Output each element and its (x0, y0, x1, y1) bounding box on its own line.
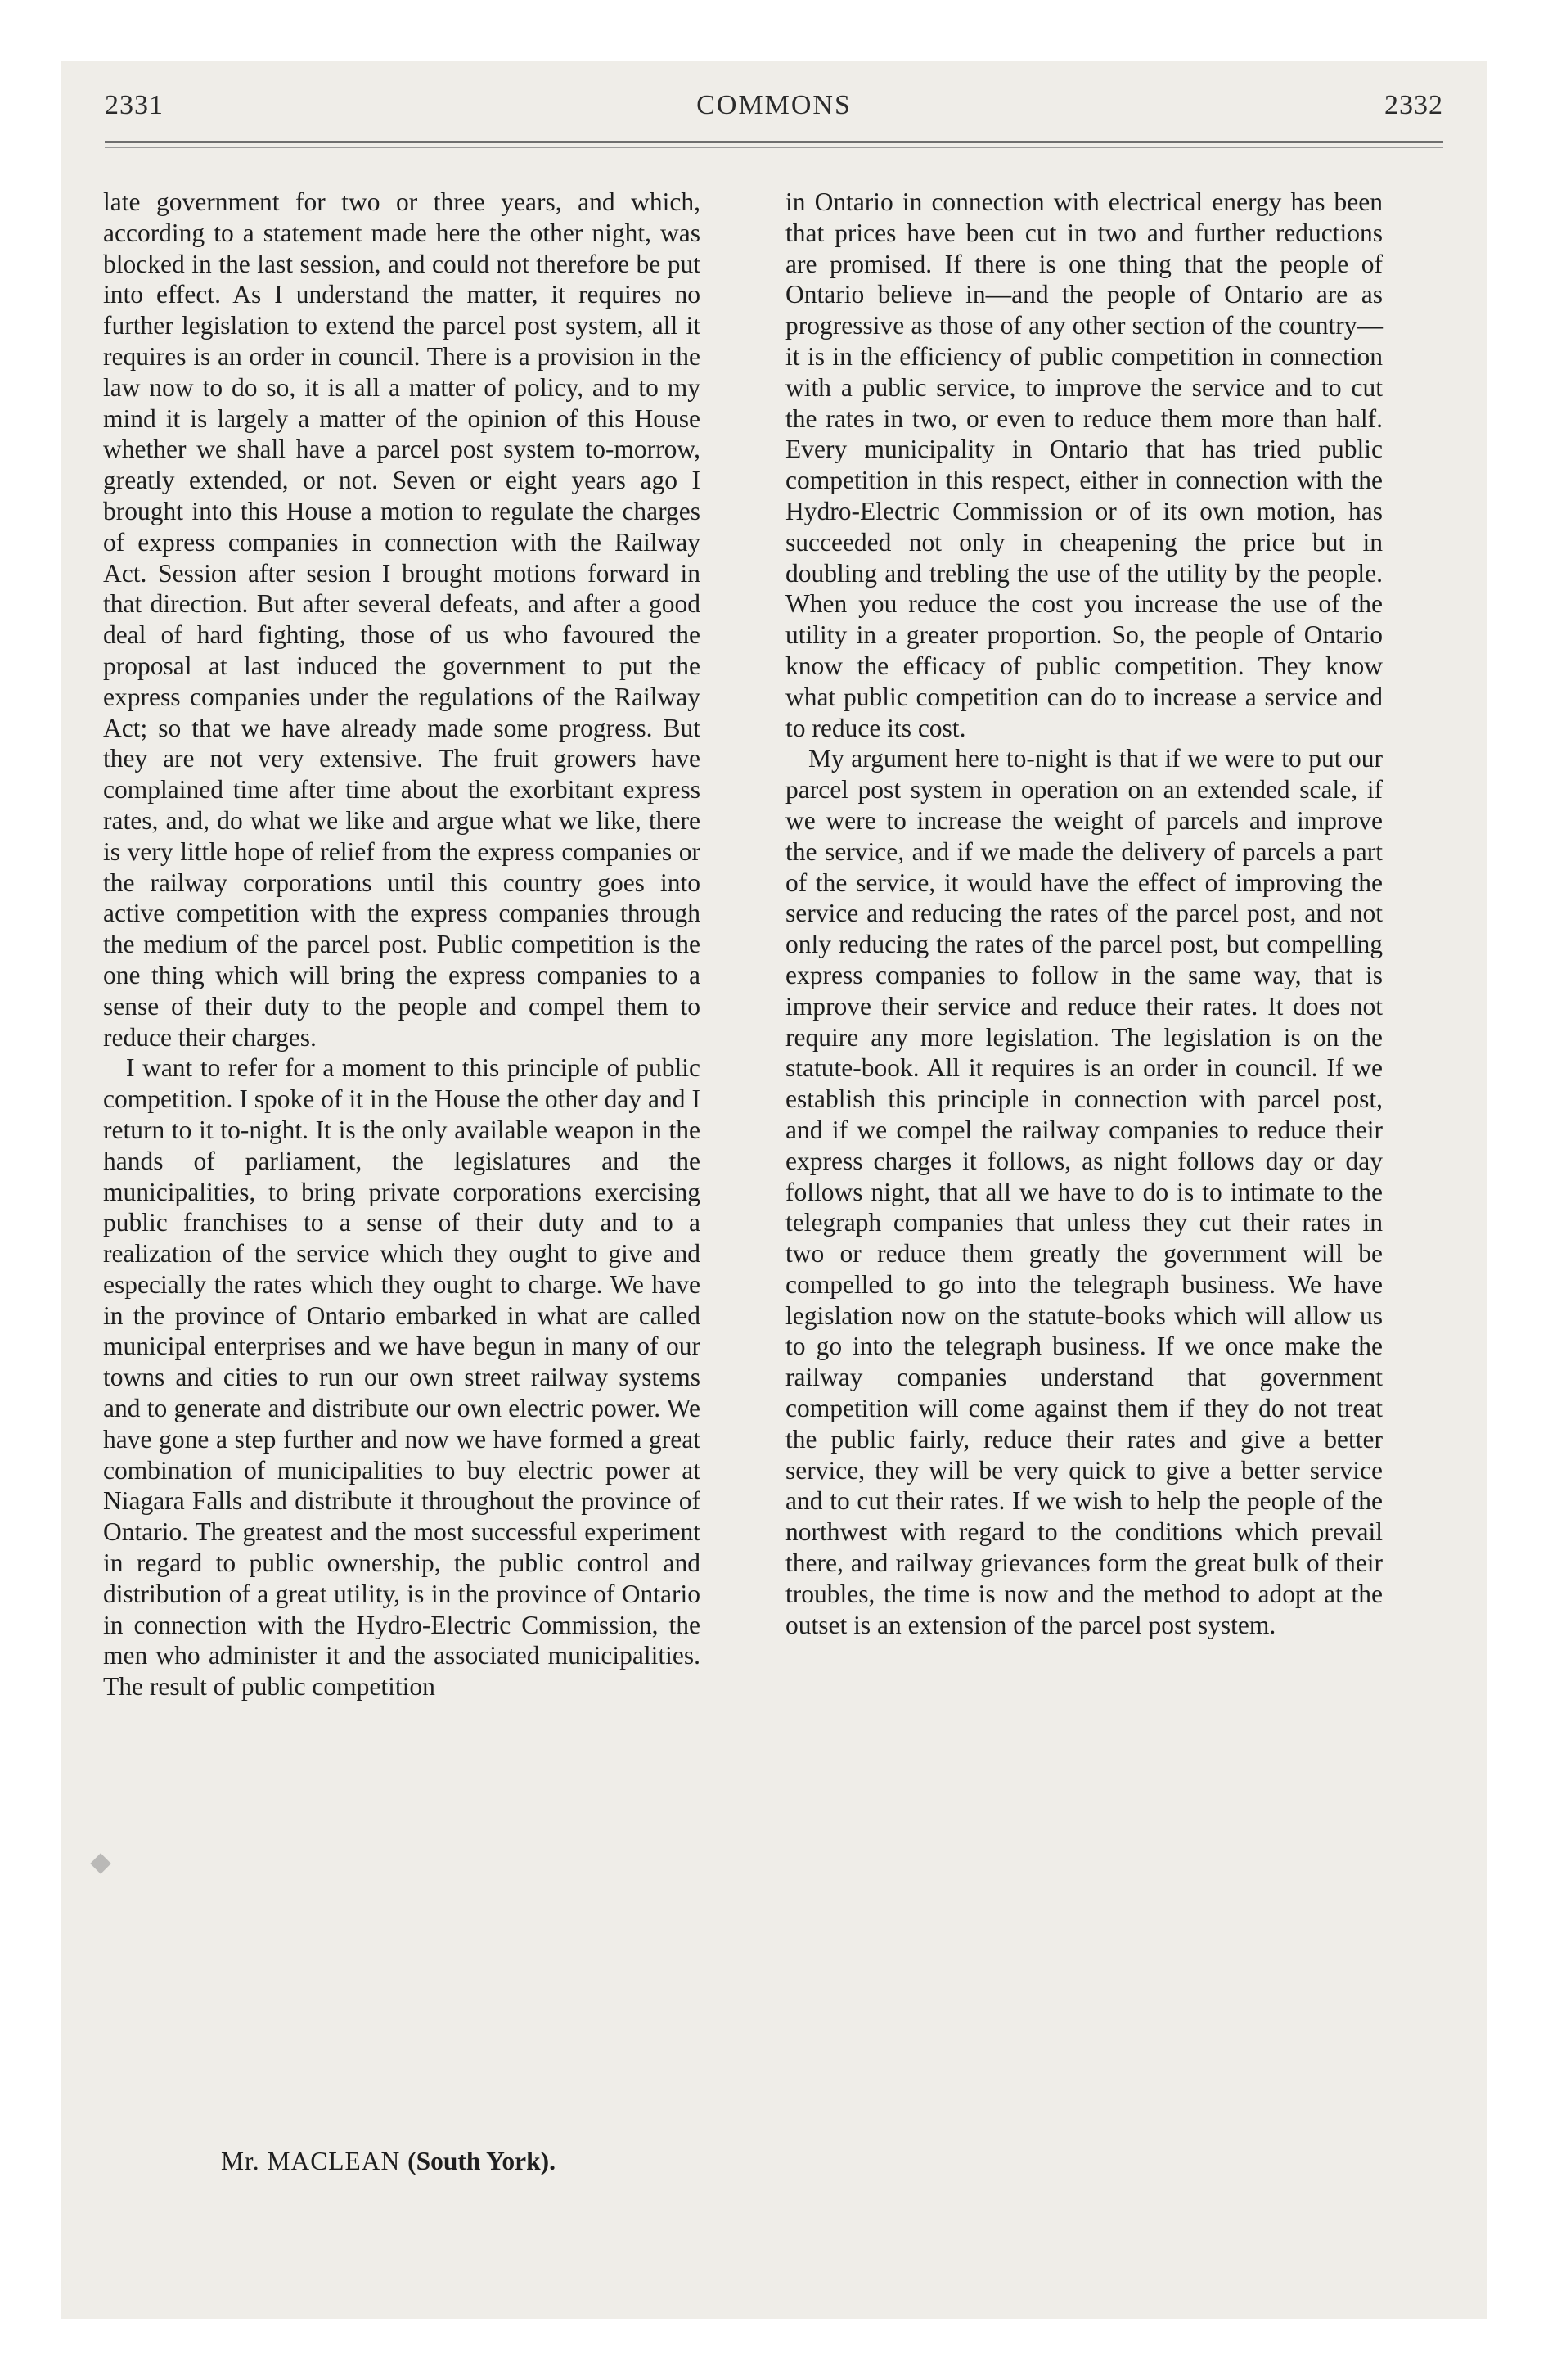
left-paragraph-2: I want to refer for a moment to this principle of public competition. I spoke of it in the House the other day and I return to it to-night. It is the only available weapon in the hands of parliament, the legislatures and the municipalities, to bring private corporations exercising public franchises to a sense of their duty and to a realization of the service which they ought to give and especially the rates which they ought to charge. We have in the province of Ontario embarked in what are called municipal enterprises and we have begun in many of our towns and cities to run our own street railway systems and to generate and distribute our own electric power. We have gone a step further and now we have formed a great combination of municipalities to buy electric power at Niagara Falls and distribute it throughout the province of Ontario. The greatest and the most successful experiment in regard to public ownership, the public control and distribution of a great utility, is in the province of Ontario in connection with the Hydro-Electric Commission, the men who administer it and the associated municipalities. The result of public competition (103, 1053, 700, 1702)
page-header (105, 82, 1443, 131)
page-number-left: 2331 (105, 90, 164, 120)
header-rule-thin (105, 147, 1443, 148)
page-number-right: 2332 (1384, 90, 1443, 120)
right-paragraph-1: in Ontario in connection with electrical energy has been that prices have been cut in two and further reductions are promised. If there is one thing that the people of Ontario believe in—and the people of Ontario are as progressive as those of any other section of the country—it is in the efficiency of public competition in connection with a public service, to improve the service and to cut the rates in two, or even to reduce them more than half. Every municipality in Ontario that has tried public competition in this respect, either in connection with the Hydro-Electric Commission or of its own motion, has succeeded not only in cheapening the price but in doubling and trebling the use of the utility by the people. When you reduce the cost you increase the use of the utility in a greater proportion. So, the people of Ontario know the efficacy of public competition. They know what public competition can do to increase a service and to reduce its cost. (785, 187, 1383, 742)
speaker-name: Mr. MACLEAN (221, 2147, 401, 2175)
speaker-constituency: (South York). (407, 2147, 556, 2175)
header-rule (105, 141, 1443, 143)
right-column (785, 187, 1383, 1640)
left-column (103, 187, 700, 1702)
speaker-line (221, 2147, 556, 2176)
left-paragraph-1: late government for two or three years, and which, according to a statement made here the other night, was blocked in the last session, and could not therefore be put into effect. As I understand the matter, it requires no further legislation to extend the parcel post system, all it requires is an order in council. There is a provision in the law now to do so, it is all a matter of policy, and to my mind it is largely a matter of the opinion of this House whether we shall have a parcel post system to-morrow, greatly extended, or not. Seven or eight years ago I brought into this House a motion to regulate the charges of express companies in connection with the Railway Act. Session after sesion I brought motions forward in that direction. But after several defeats, and after a good deal of hard fighting, those of us who favoured the proposal at last induced the government to put the express companies under the regulations of the Railway Act; so that we have already made some progress. But they are not very extensive. The fruit growers have complained time after time about the exorbitant express rates, and, do what we like and argue what we like, there is very little hope of relief from the express companies or the railway corporations until this country goes into active competition with the express companies through the medium of the parcel post. Public competition is the one thing which will bring the express companies to a sense of their duty to the people and compel them to reduce their charges. (103, 187, 700, 1052)
right-paragraph-2: My argument here to-night is that if we were to put our parcel post system in operation on an extended scale, if we were to increase the weight of parcels and improve the service, and if we made the delivery of parcels a part of the service, it would have the effect of improving the service and reducing the rates of the parcel post, and not only reducing the rates of the parcel post, but compelling express companies to follow in the same way, that is improve their service and reduce their rates. It does not require any more legislation. The legislation is on the statute-book. All it requires is an order in council. If we establish this principle in connection with parcel post, and if we compel the railway companies to reduce their express charges it follows, as night follows day or day follows night, that all we have to do is to intimate to the telegraph companies that unless they cut their rates in two or reduce them greatly the government will be compelled to go into the telegraph business. We have legislation now on the statute-books which will allow us to go into the telegraph business. If we once make the railway companies understand that government competition will come against them if they do not treat the public fairly, reduce their rates and give a better service, they will be very quick to give a better service and to cut their rates. If we wish to help the people of the northwest with regard to the conditions which prevail there, and railway grievances form the great bulk of their troubles, the time is now and the method to adopt at the outset is an extension of the parcel post system. (785, 744, 1383, 1639)
page-title: COMMONS (696, 90, 852, 120)
